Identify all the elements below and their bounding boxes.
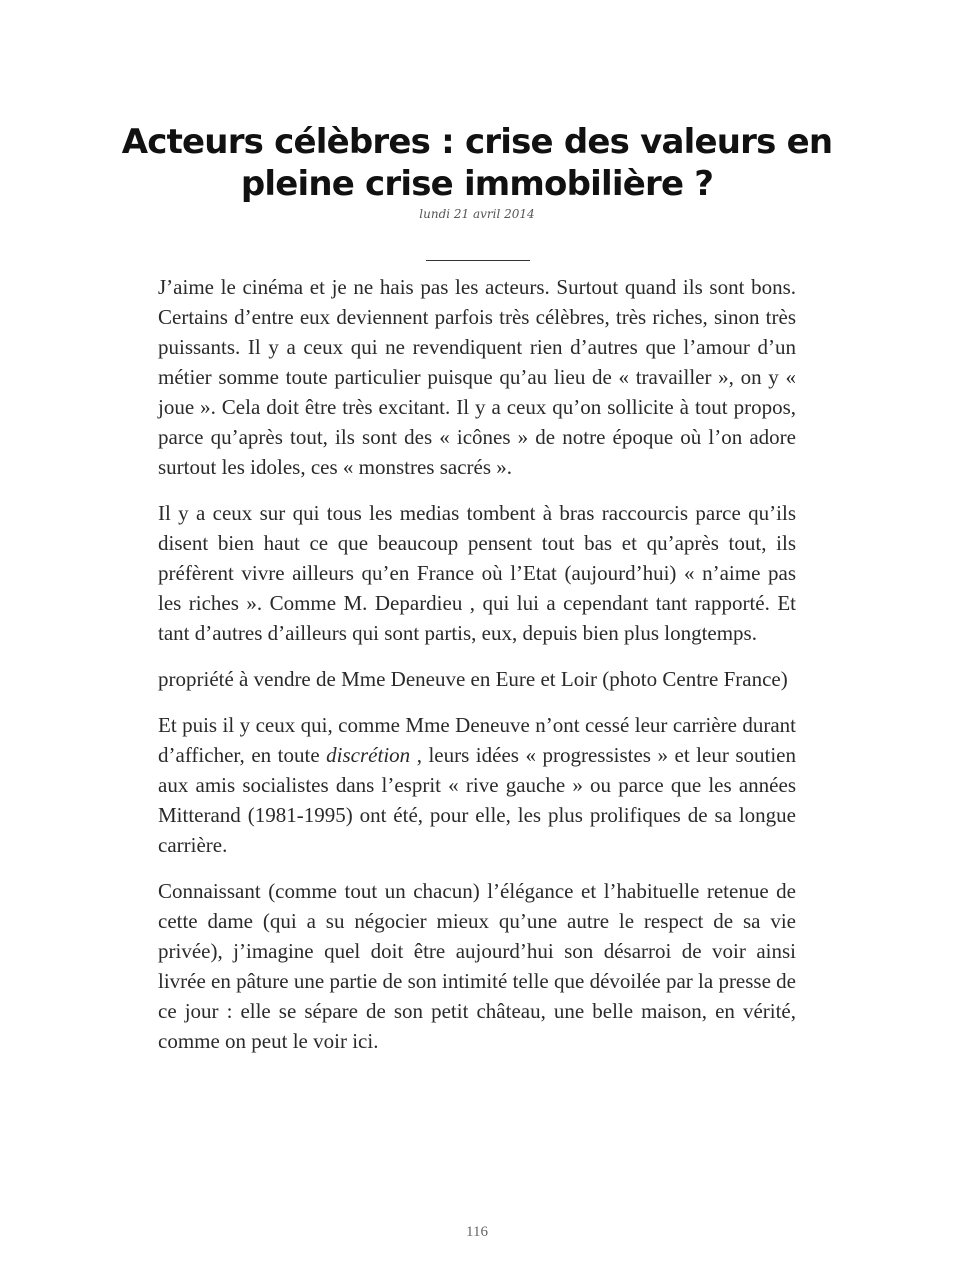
paragraph-1: J’aime le cinéma et je ne hais pas les acteurs. Surtout quand ils sont bons. Certains d’entre eux deviennent parfois très célèbres, très riches, sinon très puissants. Il y a ceux qui ne revendiquent rien d’autres que l’amour d’un métier somme toute particulier puisque qu’au lieu de « travailler », on y « joue ». Cela doit être très excitant. Il y a ceux qu’on sollicite à tout propos, parce qu’après tout, ils sont des « icônes » de notre époque où l’on adore surtout les idoles, ces « monstres sacrés ». (158, 275, 796, 479)
page-number: 116 (466, 1224, 488, 1240)
article-body (158, 272, 796, 1072)
paragraph-4-start: Et puis il y ceux qui, comme Mme Deneuve n’ont cessé leur carrière durant d’afficher, en toute (158, 713, 796, 767)
photo-caption: propriété à vendre de Mme Deneuve en Eure et Loir (photo Centre France) (158, 667, 788, 691)
paragraph-2: Il y a ceux sur qui tous les medias tombent à bras raccourcis parce qu’ils disent bien haut ce que beaucoup pensent tout bas et qu’après tout, ils préfèrent vivre ailleurs qu’en France où l’Etat (aujourd’hui) « n’aime pas les riches ». Comme M. Depardieu , qui lui a cependant tant rapporté. Et tant d’autres d’ailleurs qui sont partis, eux, depuis bien plus longtemps. (158, 501, 796, 645)
paragraph-4-emphasis: discrétion (326, 743, 411, 767)
article-title: Acteurs célèbres : crise des valeurs en pleine crise immobilière ? (121, 122, 833, 204)
paragraph-4 (158, 710, 796, 860)
title-divider (426, 260, 530, 261)
paragraph-4-end: , leurs idées « progressistes » et leur soutien aux amis socialistes dans l’esprit « rive gauche » ou parce que les années Mitterand (1981-1995) ont été, pour elle, les plus prolifiques de sa longue carrière. (158, 743, 796, 857)
paragraph-5: Connaissant (comme tout un chacun) l’élégance et l’habituelle retenue de cette dame (qui a su négocier mieux qu’une autre le respect de sa vie privée), j’imagine quel doit être aujourd’hui son désarroi de voir ainsi livrée en pâture une partie de son intimité telle que dévoilée par la presse de ce jour : elle se sépare de son petit château, une belle maison, en vérité, comme on peut le voir ici. (158, 879, 796, 1053)
article-date: lundi 21 avril 2014 (419, 207, 535, 221)
